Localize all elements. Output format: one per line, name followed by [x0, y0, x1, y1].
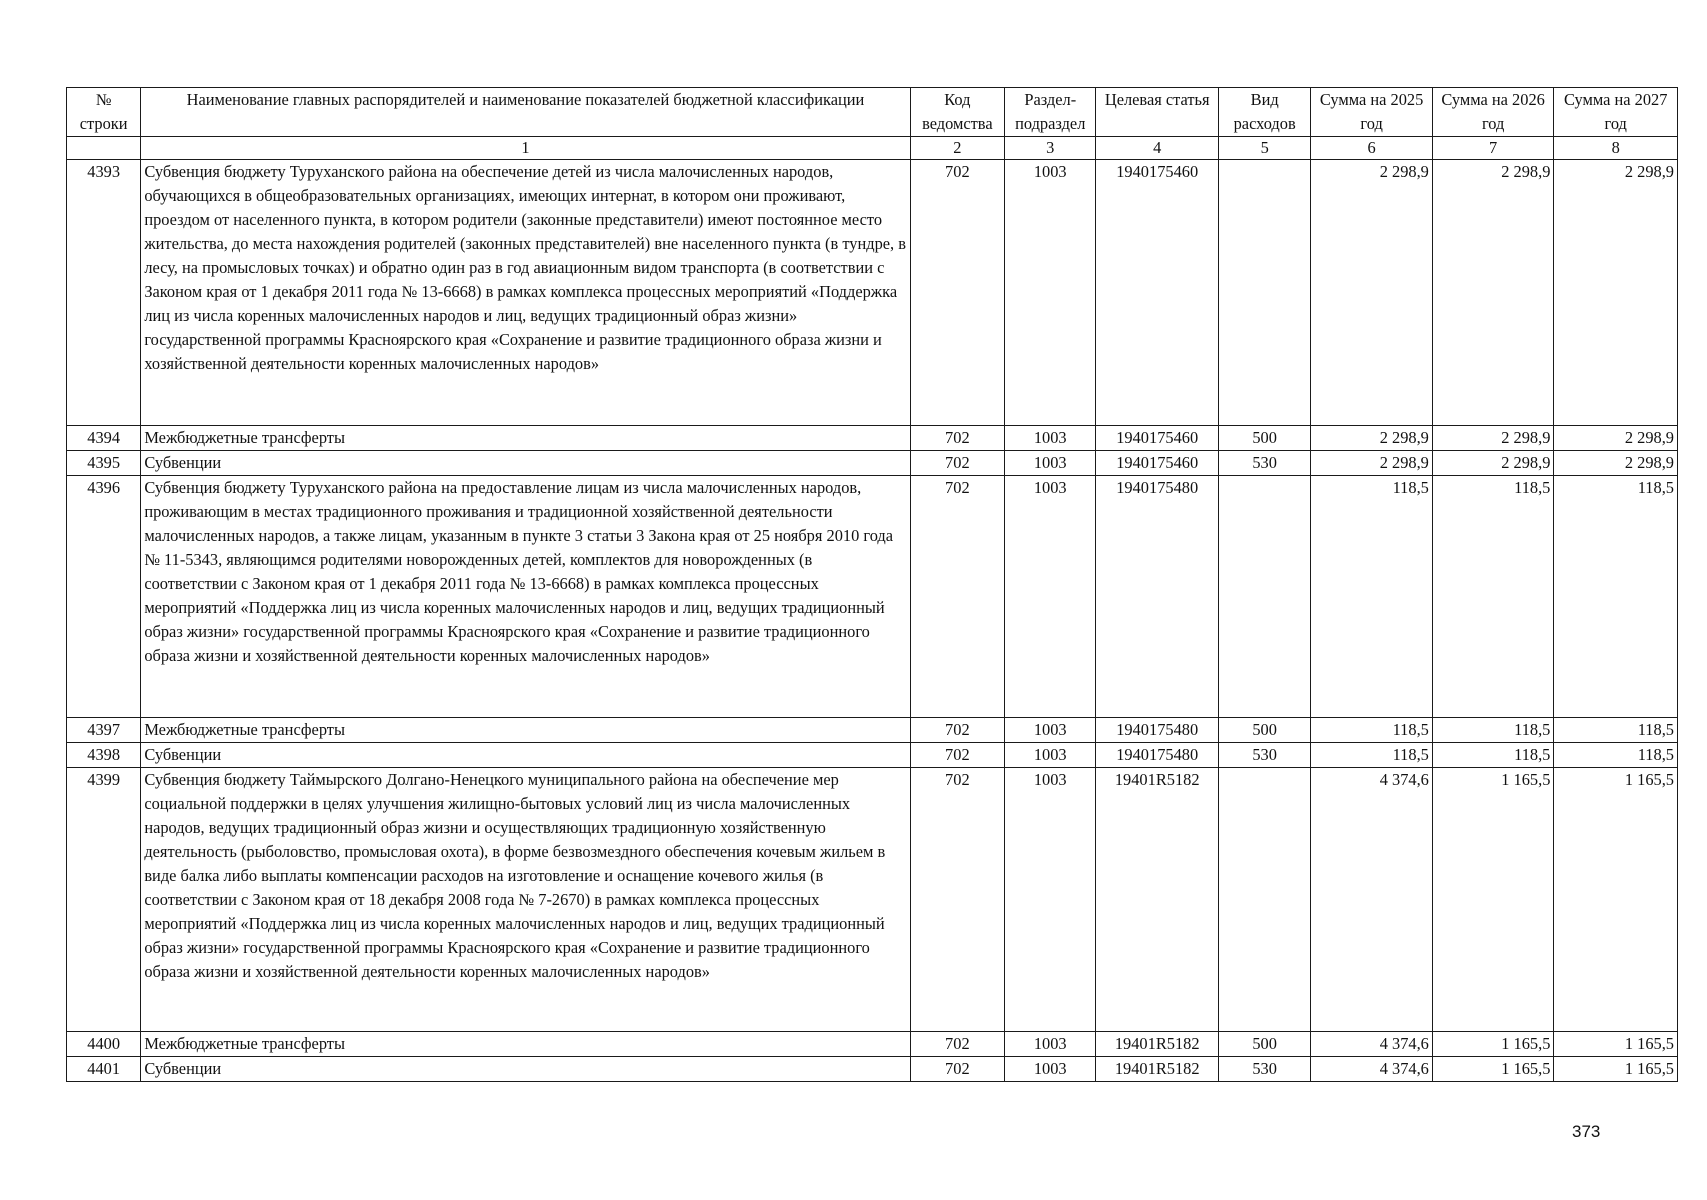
row-name: Межбюджетные трансферты: [141, 1032, 910, 1057]
table-row: [67, 451, 1678, 476]
sum-2025: 2 298,9: [1311, 160, 1433, 426]
sum-2025: 2 298,9: [1311, 426, 1433, 451]
row-name: Субвенции: [141, 1057, 910, 1082]
sum-2026: 2 298,9: [1432, 426, 1554, 451]
expense-kind: [1218, 768, 1310, 1032]
sum-2026: 118,5: [1432, 743, 1554, 768]
row-number: 4396: [67, 476, 141, 718]
column-number: 5: [1218, 137, 1310, 160]
row-name: Субвенции: [141, 743, 910, 768]
sum-2027: 2 298,9: [1554, 451, 1678, 476]
table-row: [67, 476, 1678, 718]
sum-2025: 118,5: [1311, 718, 1433, 743]
section-code: 1003: [1005, 743, 1096, 768]
header-dept-code: Код ведомства: [910, 88, 1004, 137]
header-sum-2025: Сумма на 2025 год: [1311, 88, 1433, 137]
sum-2026: 1 165,5: [1432, 768, 1554, 1032]
row-number: 4394: [67, 426, 141, 451]
header-name: Наименование главных распорядителей и наименование показателей бюджетной классификации: [141, 88, 910, 137]
target-code: 19401R5182: [1096, 768, 1219, 1032]
section-code: 1003: [1005, 718, 1096, 743]
expense-kind: 530: [1218, 1057, 1310, 1082]
sum-2025: 4 374,6: [1311, 1057, 1433, 1082]
target-code: 1940175460: [1096, 160, 1219, 426]
sum-2026: 2 298,9: [1432, 451, 1554, 476]
column-number: 3: [1005, 137, 1096, 160]
row-name: Субвенция бюджету Туруханского района на обеспечение детей из числа малочисленных народов, обучающихся в общеобразовательных организациях, имеющих интернат, в котором они проживают, проездом от населенного пункта, в котором родители (законные представители) имеют постоянное место жительства, до места нахождения родителей (законных представителей) вне населенного пункта (в тундре, в лесу, на промысловых точках) и обратно один раз в год авиационным видом транспорта (в соответствии с Законом края от 1 декабря 2011 года № 13-6668) в рамках комплекса процессных мероприятий «Поддержка лиц из числа коренных малочисленных народов и лиц, ведущих традиционный образ жизни» государственной программы Красноярского края «Сохранение и развитие традиционного образа жизни и хозяйственной деятельности коренных малочисленных народов»: [141, 160, 910, 426]
target-code: 19401R5182: [1096, 1032, 1219, 1057]
column-number: 6: [1311, 137, 1433, 160]
column-number: 4: [1096, 137, 1219, 160]
table-row: [67, 426, 1678, 451]
row-number: 4395: [67, 451, 141, 476]
dept-code: 702: [910, 451, 1004, 476]
budget-table-page: [66, 87, 1678, 1082]
row-number: 4401: [67, 1057, 141, 1082]
sum-2027: 2 298,9: [1554, 426, 1678, 451]
sum-2027: 2 298,9: [1554, 160, 1678, 426]
sum-2025: 4 374,6: [1311, 1032, 1433, 1057]
sum-2025: 118,5: [1311, 476, 1433, 718]
expense-kind: 500: [1218, 718, 1310, 743]
dept-code: 702: [910, 476, 1004, 718]
header-sum-2027: Сумма на 2027 год: [1554, 88, 1678, 137]
target-code: 1940175480: [1096, 743, 1219, 768]
expense-kind: [1218, 160, 1310, 426]
header-sum-2026: Сумма на 2026 год: [1432, 88, 1554, 137]
section-code: 1003: [1005, 1057, 1096, 1082]
table-row: [67, 1032, 1678, 1057]
budget-table: [66, 87, 1678, 1082]
section-code: 1003: [1005, 476, 1096, 718]
target-code: 1940175480: [1096, 476, 1219, 718]
column-number-blank: [67, 137, 141, 160]
table-row: [67, 743, 1678, 768]
dept-code: 702: [910, 718, 1004, 743]
sum-2027: 118,5: [1554, 476, 1678, 718]
row-name: Межбюджетные трансферты: [141, 718, 910, 743]
column-number: 8: [1554, 137, 1678, 160]
section-code: 1003: [1005, 426, 1096, 451]
expense-kind: 530: [1218, 451, 1310, 476]
sum-2026: 1 165,5: [1432, 1032, 1554, 1057]
header-kind: Вид расходов: [1218, 88, 1310, 137]
sum-2025: 4 374,6: [1311, 768, 1433, 1032]
sum-2026: 2 298,9: [1432, 160, 1554, 426]
expense-kind: 530: [1218, 743, 1310, 768]
dept-code: 702: [910, 743, 1004, 768]
section-code: 1003: [1005, 1032, 1096, 1057]
row-name: Межбюджетные трансферты: [141, 426, 910, 451]
section-code: 1003: [1005, 160, 1096, 426]
dept-code: 702: [910, 1057, 1004, 1082]
row-number: 4397: [67, 718, 141, 743]
dept-code: 702: [910, 160, 1004, 426]
sum-2027: 1 165,5: [1554, 1032, 1678, 1057]
sum-2026: 1 165,5: [1432, 1057, 1554, 1082]
target-code: 1940175460: [1096, 451, 1219, 476]
header-section: Раздел-подраздел: [1005, 88, 1096, 137]
column-number: 1: [141, 137, 910, 160]
sum-2025: 118,5: [1311, 743, 1433, 768]
expense-kind: 500: [1218, 1032, 1310, 1057]
row-name: Субвенция бюджету Туруханского района на предоставление лицам из числа малочисленных народов, проживающим в местах традиционного проживания и традиционной хозяйственной деятельности малочисленных народов, а также лицам, указанным в пункте 3 статьи 3 Закона края от 25 ноября 2010 года № 11-5343, являющимся родителями новорожденных детей, комплектов для новорожденных (в соответствии с Законом края от 1 декабря 2011 года № 13-6668) в рамках комплекса процессных мероприятий «Поддержка лиц из числа коренных малочисленных народов и лиц, ведущих традиционный образ жизни» государственной программы Красноярского края «Сохранение и развитие традиционного образа жизни и хозяйственной деятельности коренных малочисленных народов»: [141, 476, 910, 718]
target-code: 19401R5182: [1096, 1057, 1219, 1082]
sum-2026: 118,5: [1432, 476, 1554, 718]
sum-2027: 118,5: [1554, 718, 1678, 743]
sum-2027: 1 165,5: [1554, 768, 1678, 1032]
page-number: 373: [1572, 1122, 1601, 1141]
target-code: 1940175480: [1096, 718, 1219, 743]
header-row-no: № строки: [67, 88, 141, 137]
column-number: 7: [1432, 137, 1554, 160]
dept-code: 702: [910, 768, 1004, 1032]
header-row: [67, 88, 1678, 137]
row-number: 4393: [67, 160, 141, 426]
column-number-row: [67, 137, 1678, 160]
dept-code: 702: [910, 1032, 1004, 1057]
section-code: 1003: [1005, 451, 1096, 476]
sum-2027: 118,5: [1554, 743, 1678, 768]
table-row: [67, 1057, 1678, 1082]
row-number: 4399: [67, 768, 141, 1032]
sum-2026: 118,5: [1432, 718, 1554, 743]
row-name: Субвенция бюджету Таймырского Долгано-Ненецкого муниципального района на обеспечение мер социальной поддержки в целях улучшения жилищно-бытовых условий лиц из числа малочисленных народов, ведущих традиционный образ жизни и осуществляющих традиционную хозяйственную деятельность (рыболовство, промысловая охота), в форме безвозмездного обеспечения кочевым жильем в виде балка либо выплаты компенсации расходов на изготовление и оснащение кочевого жилья (в соответствии с Законом края от 18 декабря 2008 года № 7-2670) в рамках комплекса процессных мероприятий «Поддержка лиц из числа коренных малочисленных народов и лиц, ведущих традиционный образ жизни» государственной программы Красноярского края «Сохранение и развитие традиционного образа жизни и хозяйственной деятельности коренных малочисленных народов»: [141, 768, 910, 1032]
row-name: Субвенции: [141, 451, 910, 476]
row-number: 4400: [67, 1032, 141, 1057]
row-number: 4398: [67, 743, 141, 768]
table-row: [67, 160, 1678, 426]
table-row: [67, 718, 1678, 743]
table-row: [67, 768, 1678, 1032]
dept-code: 702: [910, 426, 1004, 451]
sum-2025: 2 298,9: [1311, 451, 1433, 476]
expense-kind: [1218, 476, 1310, 718]
column-number: 2: [910, 137, 1004, 160]
expense-kind: 500: [1218, 426, 1310, 451]
target-code: 1940175460: [1096, 426, 1219, 451]
sum-2027: 1 165,5: [1554, 1057, 1678, 1082]
section-code: 1003: [1005, 768, 1096, 1032]
header-target: Целевая статья: [1096, 88, 1219, 137]
